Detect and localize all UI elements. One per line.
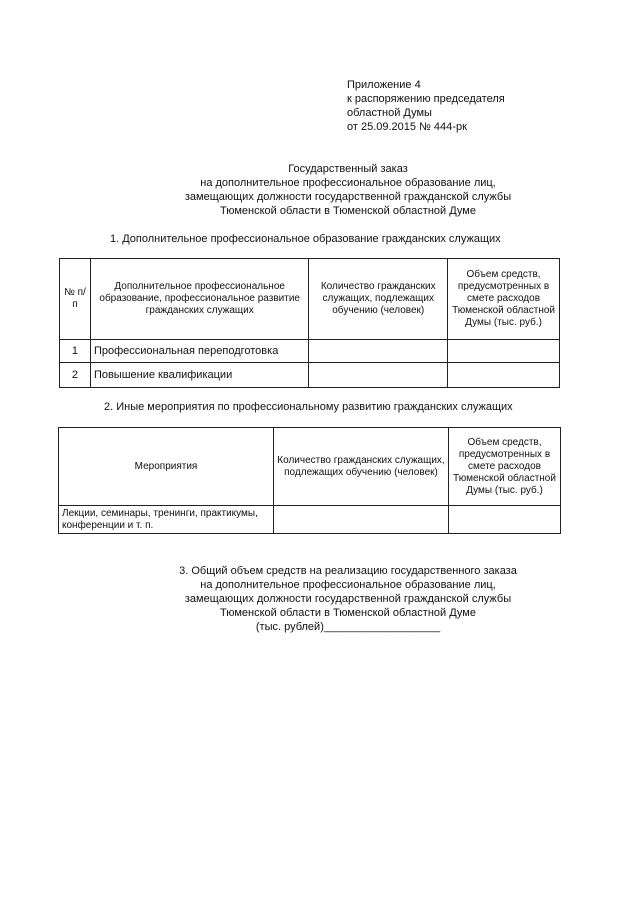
title-line: замещающих должности государственной гражданской службы xyxy=(184,191,512,203)
table-row xyxy=(60,363,560,388)
row-name: Повышение квалификации xyxy=(90,363,308,388)
title-line: на дополнительное профессиональное образование лиц, xyxy=(200,177,496,189)
row-name: Профессиональная переподготовка xyxy=(90,340,308,363)
header-education: Дополнительное профессиональное образование, профессиональное развитие гражданских служащих xyxy=(90,259,308,340)
row-num: 2 xyxy=(60,363,91,388)
row-count-cell xyxy=(274,506,449,534)
annex-block xyxy=(347,78,505,134)
education-table xyxy=(59,258,560,388)
row-funds-cell xyxy=(448,340,560,363)
section3-line: на дополнительное профессиональное образование лиц, xyxy=(200,579,496,591)
table-row xyxy=(59,506,561,534)
row-count-cell xyxy=(309,363,448,388)
header-funds: Объем средств, предусмотренных в смете расходов Тюменской областной Думы (тыс. руб.) xyxy=(448,259,560,340)
row-name: Лекции, семинары, тренинги, практикумы, конференции и т. п. xyxy=(59,506,274,534)
section3-line: 3. Общий объем средств на реализацию государственного заказа xyxy=(179,565,517,577)
annex-line: областной Думы xyxy=(347,107,432,119)
header-count: Количество гражданских служащих, подлежащих обучению (человек) xyxy=(274,428,449,506)
table-header-row xyxy=(60,259,560,340)
document-title xyxy=(0,162,640,218)
section3-line: (тыс. рублей)___________________ xyxy=(255,621,441,633)
row-num: 1 xyxy=(60,340,91,363)
events-table xyxy=(58,427,561,534)
title-line: Тюменской области в Тюменской областной Думе xyxy=(220,205,476,217)
row-count-cell xyxy=(309,340,448,363)
row-funds-cell xyxy=(449,506,561,534)
row-funds-cell xyxy=(448,363,560,388)
header-funds: Объем средств, предусмотренных в смете расходов Тюменской областной Думы (тыс. руб.) xyxy=(449,428,561,506)
section3-line: Тюменской области в Тюменской областной Думе xyxy=(220,607,476,619)
header-events: Мероприятия xyxy=(59,428,274,506)
title-line: Государственный заказ xyxy=(288,163,408,175)
annex-line: Приложение 4 xyxy=(347,79,421,91)
section2-heading: 2. Иные мероприятия по профессиональному развитию гражданских служащих xyxy=(104,401,513,413)
annex-line: от 25.09.2015 № 444-рк xyxy=(347,121,467,133)
section1-heading: 1. Дополнительное профессиональное образование гражданских служащих xyxy=(110,233,501,245)
section3-block xyxy=(0,564,640,634)
section3-line: замещающих должности государственной гражданской службы xyxy=(184,593,512,605)
annex-line: к распоряжению председателя xyxy=(347,93,505,105)
header-count: Количество гражданских служащих, подлежащих обучению (человек) xyxy=(309,259,448,340)
table-header-row xyxy=(59,428,561,506)
header-num: № п/п xyxy=(60,259,91,340)
table-row xyxy=(60,340,560,363)
